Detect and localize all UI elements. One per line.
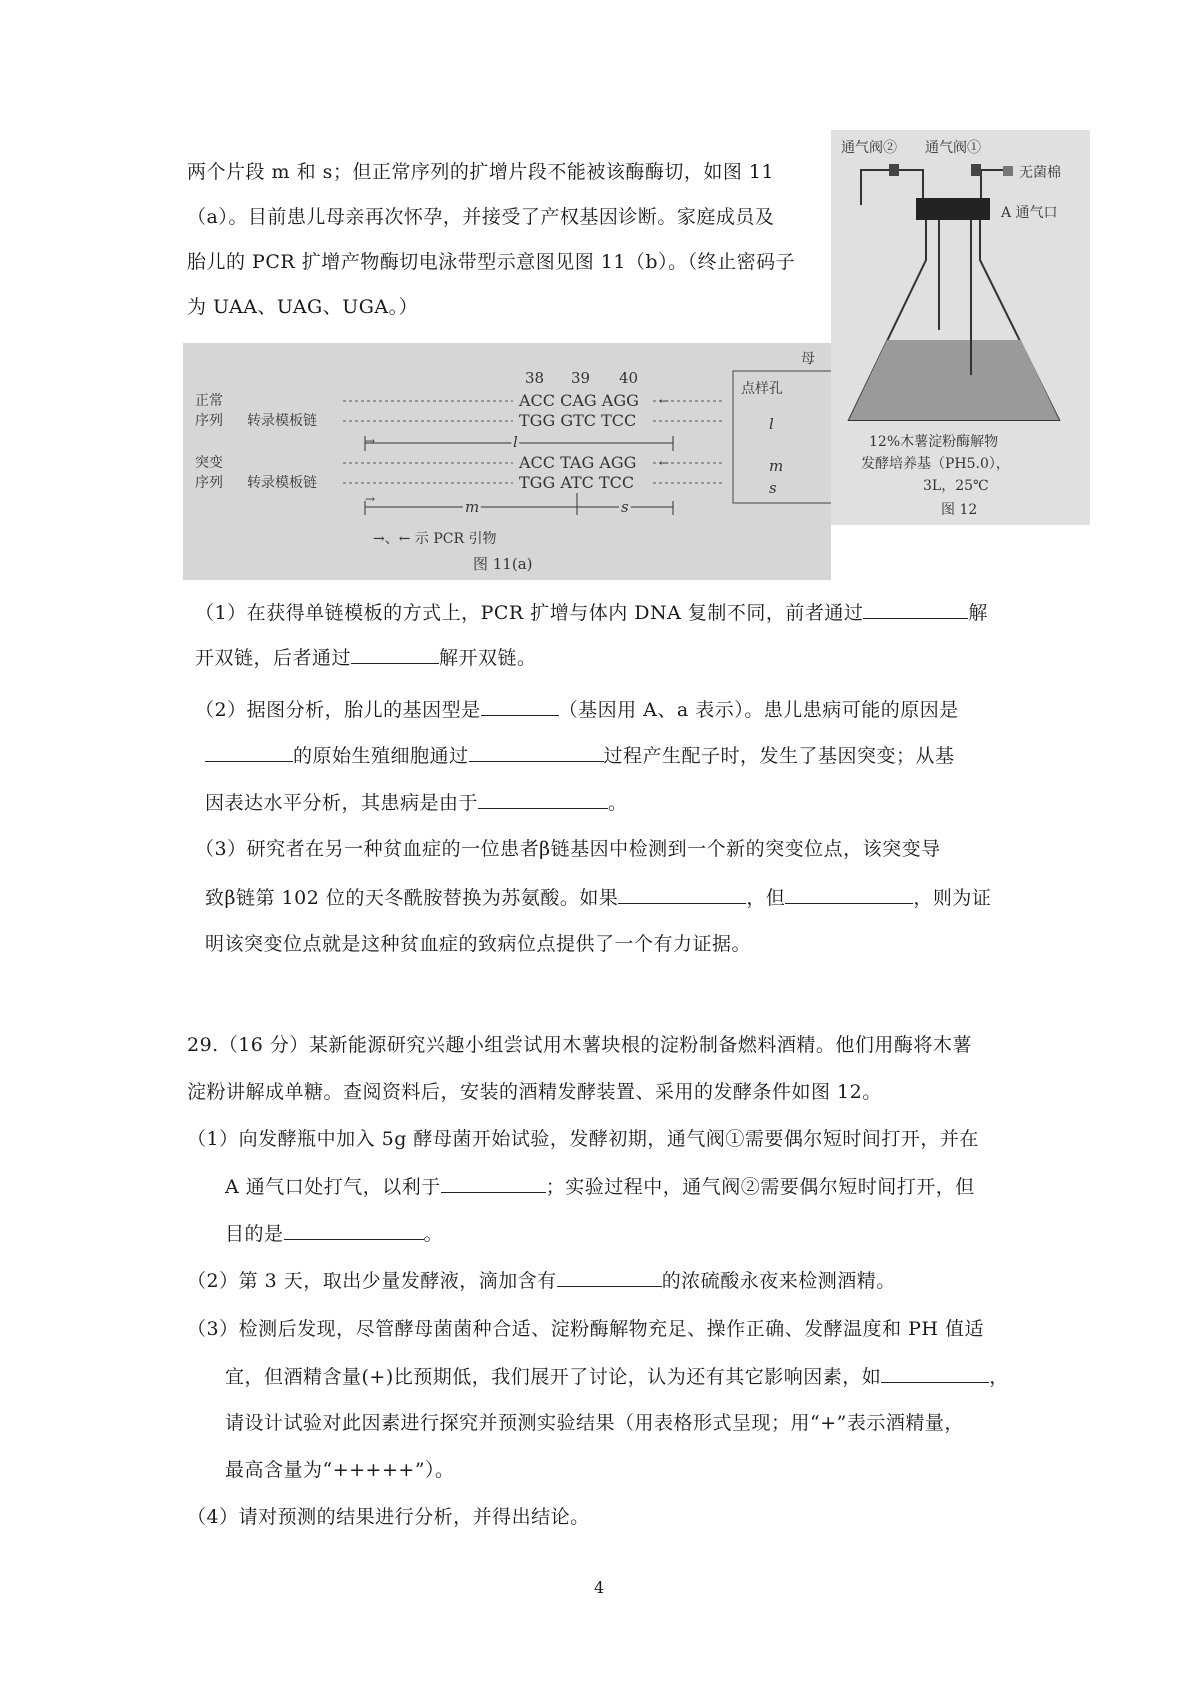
- answer-blank[interactable]: [785, 885, 913, 904]
- gel-band-s: s: [769, 479, 777, 497]
- answer-blank[interactable]: [478, 790, 608, 809]
- segment-s: s: [621, 498, 629, 516]
- mutant-top-seq: ACC TAG AGG: [519, 453, 637, 472]
- answer-blank[interactable]: [351, 645, 439, 664]
- figure-12: [831, 130, 1090, 525]
- intro-line-2: （a）。目前患儿母亲再次怀孕，并接受了产权基因诊断。家庭成员及: [187, 206, 775, 228]
- answer-blank[interactable]: [205, 743, 293, 762]
- q28-part2-line1: （2）据图分析，胎儿的基因型是 （基因用 A、a 表示）。患儿患病可能的原因是: [195, 699, 959, 721]
- q29-part3-line3: 请设计试验对此因素进行探究并预测实验结果（用表格形式呈现；用“+”表示酒精量，: [225, 1412, 964, 1434]
- q29-part1-line2: A 通气口处打气，以利于 ；实验过程中，通气阀②需要偶尔短时间打开，但: [225, 1176, 975, 1198]
- q29-part3-line2: 宜，但酒精含量(+)比预期低，我们展开了讨论，认为还有其它影响因素，如 ，: [225, 1366, 1009, 1388]
- answer-blank[interactable]: [469, 743, 604, 762]
- primer-legend: →、← 示 PCR 引物: [373, 531, 497, 547]
- q28-part1-line2: 开双链，后者通过 解开双链。: [195, 647, 537, 669]
- normal-top-seq: ACC CAG AGG: [519, 391, 639, 410]
- gel-band-l: l: [769, 415, 774, 433]
- figure-11a-caption: 图 11(a): [473, 555, 533, 573]
- mutant-template-label: 转录模板链: [247, 475, 317, 491]
- figure-11a: [183, 343, 831, 580]
- page-number: 4: [594, 1578, 605, 1597]
- q29-stem-line1: 29.（16 分）某新能源研究兴趣小组尝试用木薯块根的淀粉制备燃料酒精。他们用酶将木薯: [187, 1034, 972, 1056]
- medium-line-2: 发酵培养基（PH5.0），: [861, 456, 1010, 472]
- mutant-label-1: 突变: [195, 455, 223, 471]
- svg-text:←: ←: [659, 394, 670, 408]
- port-a-label: A 通气口: [1001, 205, 1058, 221]
- answer-blank[interactable]: [284, 1221, 424, 1240]
- figure-12-caption: 图 12: [941, 502, 978, 518]
- medium-line-1: 12%木薯淀粉酶解物: [869, 434, 999, 450]
- codon-39: 39: [571, 369, 591, 387]
- q28-part3-line2: 致β链第 102 位的天冬酰胺替换为苏氨酸。如果 ，但 ，则为证: [205, 887, 992, 909]
- gel-well-label: 点样孔: [741, 381, 783, 397]
- q29-part1-line1: （1）向发酵瓶中加入 5g 酵母菌开始试验，发酵初期，通气阀①需要偶尔短时间打开，并在: [187, 1128, 979, 1150]
- codon-38: 38: [525, 369, 545, 387]
- answer-blank[interactable]: [618, 885, 746, 904]
- valve-2-label: 通气阀②: [841, 140, 897, 156]
- q29-part2: （2）第 3 天，取出少量发酵液，滴加含有 的浓硫酸永夜来检测酒精。: [187, 1270, 896, 1292]
- medium-line-3: 3L，25℃: [923, 478, 989, 494]
- q28-part3-line3: 明该突变位点就是这种贫血症的致病位点提供了一个有力证据。: [205, 933, 752, 955]
- answer-blank[interactable]: [557, 1268, 662, 1287]
- answer-blank[interactable]: [481, 697, 559, 716]
- q29-part4: （4）请对预测的结果进行分析，并得出结论。: [187, 1506, 590, 1528]
- q29-part3-line4: 最高含量为“+++++”）。: [225, 1459, 455, 1481]
- q28-part2-line3: 因表达水平分析，其患病是由于 。: [205, 792, 628, 814]
- normal-template-label: 转录模板链: [247, 413, 317, 429]
- q28-part1-line1: （1）在获得单链模板的方式上，PCR 扩增与体内 DNA 复制不同，前者通过 解: [195, 602, 988, 624]
- mutant-label-2: 序列: [195, 475, 223, 491]
- answer-blank[interactable]: [441, 1174, 546, 1193]
- intro-line-1: 两个片段 m 和 s；但正常序列的扩增片段不能被该酶酶切，如图 11: [187, 161, 775, 183]
- segment-l: l: [513, 433, 518, 451]
- segment-m: m: [465, 498, 480, 516]
- valve-1-label: 通气阀①: [925, 140, 981, 156]
- q29-part1-line3: 目的是 。: [225, 1223, 444, 1245]
- gel-band-m: m: [769, 457, 784, 475]
- q28-part3-line1: （3）研究者在另一种贫血症的一位患者β链基因中检测到一个新的突变位点，该突变导: [195, 838, 941, 860]
- q28-part2-line2: 的原始生殖细胞通过 过程产生配子时，发生了基因突变；从基: [205, 743, 955, 768]
- cotton-label: 无菌棉: [1019, 165, 1061, 181]
- normal-label-2: 序列: [195, 413, 223, 429]
- svg-text:←: ←: [659, 456, 670, 470]
- q29-stem-line2: 淀粉讲解成单糖。查阅资料后，安装的酒精发酵装置、采用的发酵条件如图 12。: [187, 1081, 882, 1103]
- answer-blank[interactable]: [881, 1364, 989, 1383]
- q29-part3-line1: （3）检测后发现，尽管酵母菌菌种合适、淀粉酶解物充足、操作正确、发酵温度和 PH 值适: [187, 1318, 985, 1340]
- intro-line-3: 胎儿的 PCR 扩增产物酶切电泳带型示意图见图 11（b）。（终止密码子: [187, 251, 796, 273]
- normal-label-1: 正常: [195, 393, 223, 409]
- answer-blank[interactable]: [863, 600, 968, 619]
- svg-text:→: →: [365, 434, 376, 448]
- gel-top-partial: 母: [801, 351, 815, 367]
- svg-text:→: →: [365, 492, 376, 506]
- codon-40: 40: [619, 369, 639, 387]
- normal-bottom-seq: TGG GTC TCC: [519, 411, 637, 430]
- intro-line-4: 为 UAA、UAG、UGA。）: [187, 296, 419, 318]
- mutant-bottom-seq: TGG ATC TCC: [519, 473, 635, 492]
